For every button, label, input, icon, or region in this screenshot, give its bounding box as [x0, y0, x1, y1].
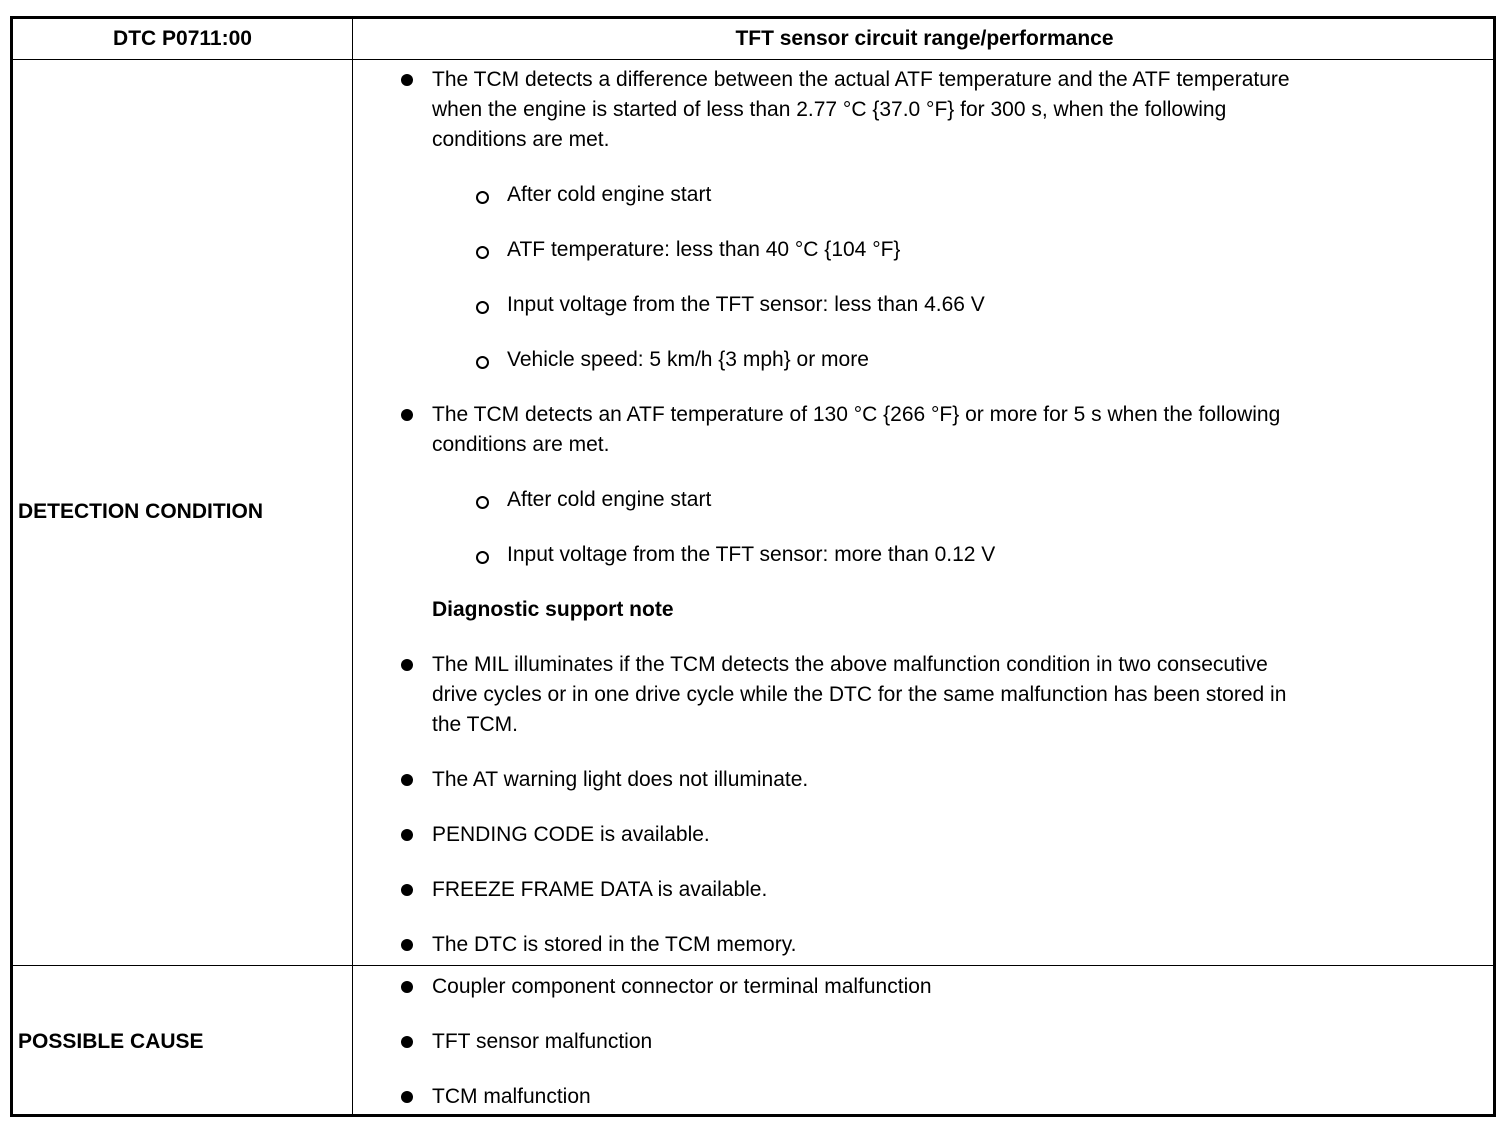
dtc-code: DTC P0711:00: [113, 27, 252, 50]
note-item: FREEZE FRAME DATA is available.: [432, 878, 768, 901]
cause-row-divider: [13, 965, 1493, 966]
cause-item: TFT sensor malfunction: [432, 1030, 653, 1053]
condition-2-line-1: The TCM detects an ATF temperature of 130 °C {266 °F} or more for 5 s when the following: [432, 403, 1281, 426]
condition-1-sub-4: Vehicle speed: 5 km/h {3 mph} or more: [507, 348, 869, 371]
condition-2-sub-1: After cold engine start: [507, 488, 712, 511]
bullet-icon: [401, 74, 413, 86]
sub-bullet-icon: [476, 496, 489, 509]
column-divider: [352, 19, 353, 1114]
dtc-table: [10, 16, 1496, 1117]
sub-bullet-icon: [476, 191, 489, 204]
bullet-icon: [401, 981, 413, 993]
condition-1-sub-1: After cold engine start: [507, 183, 712, 206]
dtc-description: TFT sensor circuit range/performance: [735, 27, 1114, 50]
condition-1-sub-2: ATF temperature: less than 40 °C {104 °F}: [507, 238, 901, 261]
condition-2-line-2: conditions are met.: [432, 433, 610, 456]
note-item: The AT warning light does not illuminate.: [432, 768, 809, 791]
sub-bullet-icon: [476, 551, 489, 564]
possible-cause-label: POSSIBLE CAUSE: [18, 1030, 204, 1053]
bullet-icon: [401, 884, 413, 896]
sub-bullet-icon: [476, 356, 489, 369]
cause-item: TCM malfunction: [432, 1085, 591, 1108]
bullet-icon: [401, 409, 413, 421]
condition-1-line-2: when the engine is started of less than 2.77 °C {37.0 °F} for 300 s, when the following: [432, 98, 1227, 121]
bullet-icon: [401, 774, 413, 786]
note-item: The DTC is stored in the TCM memory.: [432, 933, 797, 956]
bullet-icon: [401, 659, 413, 671]
sub-bullet-icon: [476, 301, 489, 314]
condition-2-sub-2: Input voltage from the TFT sensor: more than 0.12 V: [507, 543, 996, 566]
cause-item: Coupler component connector or terminal malfunction: [432, 975, 932, 998]
sub-bullet-icon: [476, 246, 489, 259]
diagnostic-support-note-title: Diagnostic support note: [432, 598, 674, 621]
bullet-icon: [401, 1036, 413, 1048]
note-mil-line-2: drive cycles or in one drive cycle while the DTC for the same malfunction has been stored in: [432, 683, 1287, 706]
note-mil-line-1: The MIL illuminates if the TCM detects the above malfunction condition in two consecutive: [432, 653, 1268, 676]
note-mil-line-3: the TCM.: [432, 713, 518, 736]
bullet-icon: [401, 939, 413, 951]
bullet-icon: [401, 829, 413, 841]
detection-condition-label: DETECTION CONDITION: [18, 500, 263, 523]
note-item: PENDING CODE is available.: [432, 823, 710, 846]
condition-1-line-3: conditions are met.: [432, 128, 610, 151]
condition-1-line-1: The TCM detects a difference between the actual ATF temperature and the ATF temperature: [432, 68, 1290, 91]
bullet-icon: [401, 1091, 413, 1103]
header-row-divider: [13, 59, 1493, 60]
condition-1-sub-3: Input voltage from the TFT sensor: less than 4.66 V: [507, 293, 985, 316]
